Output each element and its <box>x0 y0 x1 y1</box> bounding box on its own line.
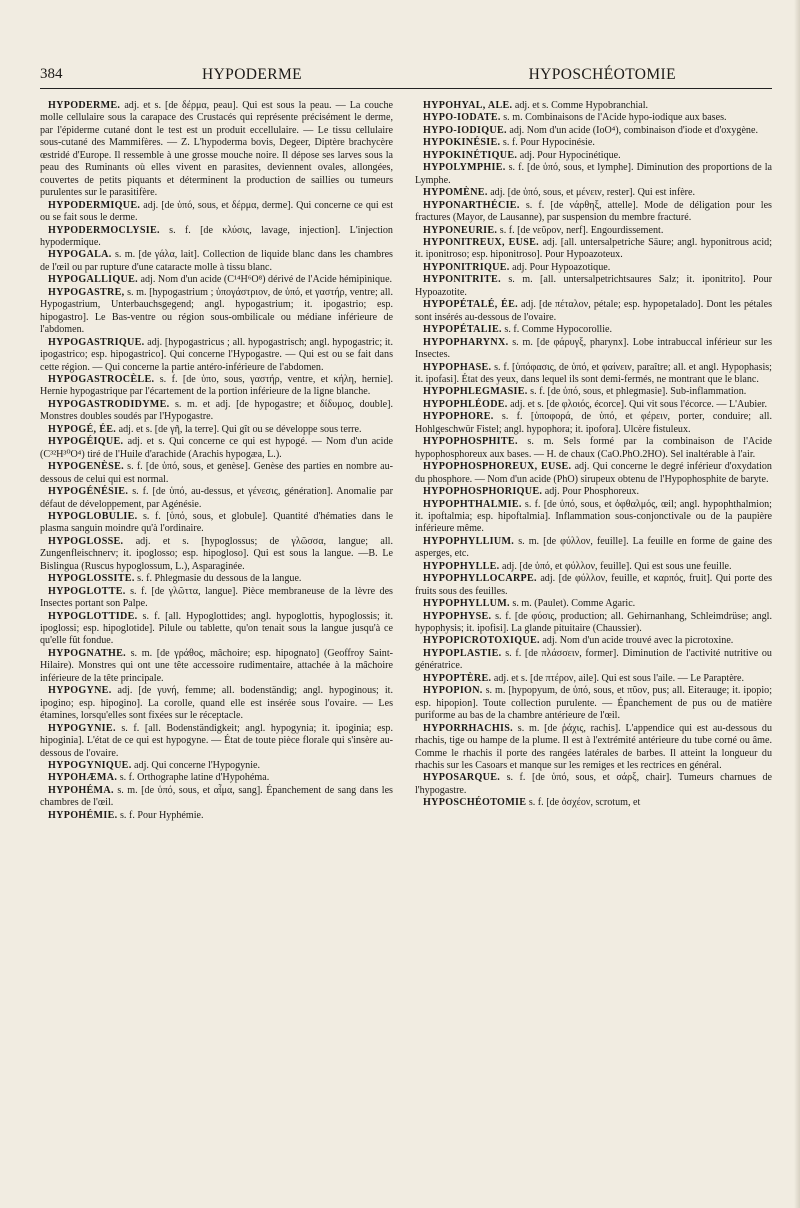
entry-definition: s. f. [de νεῦρον, nerf]. Engourdissement. <box>499 224 664 236</box>
entry-headword: HYPOPHYLLE. <box>423 560 500 572</box>
entry-definition: adj. [de ὑπό, sous, et δέρμα, derme]. Qui concerne ce qui est ou se fait sous le derme. <box>40 199 393 224</box>
entry-definition: s. m. [de φύλλον, feuille]. La feuille en forme de gaine des asperges, etc. <box>415 535 772 560</box>
entry-headword: HYPODERME. <box>48 100 121 111</box>
entry-definition: s. f. [ὑπόφασις, de ὑπό, et φαίνειν, paraître; all. et angl. Hypophasis; it. ipofasi]. État des yeux, dans lequel ils sont demi-fermés, ne montrant que le blanc. <box>415 361 772 385</box>
entry-definition: adj. [de ὑπό, sous, et μένειν, rester]. Qui est infère. <box>490 187 696 199</box>
entry-headword: HYPOGLOBULIE. <box>48 510 138 522</box>
entry-headword: HYPOPHLEGMASIE. <box>423 386 528 398</box>
entry-definition: s. m. [de γράθος, mâchoire; esp. hipognato] (Geoffroy Saint-Hilaire). Monstres qui ont une tête accessoire rudimentaire, attachée à la mâchoire inférieure de la tête principale. <box>40 647 393 684</box>
dictionary-entry <box>415 162 772 187</box>
entry-definition: s. f. [de γλῶττα, langue]. Pièce membraneuse de la lèvre des Insectes portant son Palpe. <box>40 585 393 610</box>
dictionary-entry <box>415 362 772 387</box>
dictionary-entry <box>40 200 393 225</box>
dictionary-entry <box>415 611 772 636</box>
dictionary-entry <box>415 150 772 162</box>
entry-headword: HYPOGYNIQUE. <box>48 760 132 772</box>
dictionary-entry <box>415 635 772 647</box>
entry-headword: HYPOGLOTTIDE. <box>48 610 138 622</box>
entry-headword: HYPOGYNIE. <box>48 722 116 734</box>
entry-definition: adj. [de φύλλον, feuille, et καρπός, fruit]. Qui porte des fruits sous des feuilles. <box>415 573 772 597</box>
dictionary-entry <box>40 723 393 760</box>
left-column <box>40 100 393 1195</box>
entry-headword: HYPOPHLÉODE. <box>423 398 508 410</box>
entry-headword: HYPOGASTROCÈLE. <box>48 373 155 385</box>
dictionary-entry <box>415 486 772 498</box>
entry-definition: s. m. [hypopyum, de ὑπό, sous, et πῦον, pus; all. Eiterauge; it. ipopio; esp. hipopion]. Toute collection purulente. — Épanchement de pus ou de matière puriforme au bas de la chambre antérieure de l'œil. <box>415 685 772 722</box>
dictionary-entry <box>415 225 772 237</box>
entry-headword: HYPOGLOSSITE. <box>48 573 135 585</box>
dictionary-entry <box>415 436 772 461</box>
entry-headword: HYPOPHTHALMIE. <box>423 498 522 510</box>
entry-headword: HYPOGLOTTE. <box>48 585 126 597</box>
entry-headword: HYPOPHOSPHOREUX, EUSE. <box>423 461 572 473</box>
dictionary-entry <box>415 461 772 486</box>
dictionary-entry <box>40 461 393 486</box>
entry-definition: adj. et s. [hypoglossus; de γλῶσσα, langue; all. Zungenfleischnerv; it. ipoglosso; esp. hipogloso]. Qui est sous la langue. —B. Le Bislingua (Ruscus hypoglossum, L.), Asparaginée. <box>40 535 393 572</box>
entry-headword: HYPOPICROTOXIQUE. <box>423 635 540 647</box>
entry-headword: HYPOGÉIQUE. <box>48 436 124 448</box>
entry-definition: adj. [all. untersalpetriche Säure; angl. hyponitrous acid; it. iponitroso; esp. hiponitroso]. Pour Hypoazoteux. <box>415 236 772 261</box>
dictionary-entry <box>415 499 772 536</box>
entry-definition: s. f. [de ὑπό, au-dessus, et γένεσις, génération]. Anomalie par défaut de développement, par Agénésie. <box>40 486 393 510</box>
entry-headword: HYPOPHYLLUM. <box>423 598 510 610</box>
entry-definition: adj. [de ὑπό, et φύλλον, feuille]. Qui est sous une feuille. <box>502 560 732 572</box>
entry-headword: HYPOGASTRE, <box>48 286 125 298</box>
dictionary-entry <box>415 100 772 112</box>
dictionary-entry <box>415 337 772 362</box>
entry-definition: s. m. (Paulet). Comme Agaric. <box>512 598 636 610</box>
entry-definition: s. f. Pour Hyphémie. <box>119 809 204 821</box>
left-guide-word: HYPODERME <box>202 66 303 83</box>
entry-definition: s. m. [de φάρυγξ, pharynx]. Lobe intrabuccal inférieur sur les Insectes. <box>415 336 772 361</box>
entry-headword: HYPOKINÉSIE. <box>423 137 501 149</box>
dictionary-entry <box>40 436 393 461</box>
entry-definition: adj. Nom d'un acide (IoO⁴), combinaison d'iode et d'oxygène. <box>509 124 758 136</box>
dictionary-entry <box>415 262 772 274</box>
entry-headword: HYPONITRIQUE. <box>423 261 510 273</box>
entry-headword: HYPOPHOSPHITE. <box>423 436 518 448</box>
entry-headword: HYPOGÉ, ÉE. <box>48 423 117 435</box>
entry-headword: HYPOGENÈSE. <box>48 461 124 473</box>
dictionary-entry <box>415 411 772 436</box>
entry-headword: HYPOKINÉTIQUE. <box>423 149 518 161</box>
entry-definition: adj. Pour Phosphoreux. <box>544 486 639 498</box>
entry-definition: s. f. Comme Hypocorollie. <box>504 324 613 336</box>
dictionary-entry <box>415 386 772 398</box>
entry-definition: adj. Nom d'un acide (C¹⁴H⁶O⁸) dérivé de l'Acide hémipinique. <box>140 274 393 286</box>
entry-definition: adj. et s. Comme Hypobranchial. <box>514 100 649 111</box>
entry-definition: s. m. [de γάλα, lait]. Collection de liquide blanc dans les chambres de l'œil ou par rupture d'une cataracte molle à tissu blanc. <box>40 249 393 273</box>
entry-definition: s. f. [de ὑπό, sous, et ὀφθαλμός, œil; angl. hypophthalmion; it. ipoftalmia; esp. hipoftalmia]. Inflammation sous-conjonctivale ou de la paupière inférieure même. <box>415 498 772 535</box>
entry-headword: HYPOPHASE. <box>423 361 492 373</box>
entry-headword: HYPOGASTRIQUE. <box>48 336 145 348</box>
dictionary-entry <box>415 648 772 673</box>
entry-definition: s. f. Orthographe latine d'Hypohéma. <box>119 772 270 784</box>
entry-headword: HYPOSARQUE. <box>423 772 501 784</box>
entry-definition: s. f. [de ὑπό, sous, et lymphe]. Diminution des proportions de la Lymphe. <box>415 162 772 186</box>
dictionary-entry <box>415 723 772 773</box>
dictionary-entry <box>40 337 393 374</box>
entry-definition: s. f. [de ὀσχέον, scrotum, et <box>528 797 641 809</box>
entry-headword: HYPODERMIQUE. <box>48 199 141 211</box>
entry-definition: s. f. Pour Hypocinésie. <box>502 137 595 149</box>
entry-definition: s. f. [de ὑπό, sous, et σάρξ, chair]. Tumeurs charnues de l'hypogastre. <box>415 772 772 796</box>
entry-definition: s. m. Combinaisons de l'Acide hypo-iodique aux bases. <box>503 112 727 124</box>
entry-headword: HYPOPHORE. <box>423 411 494 423</box>
entry-headword: HYPOSCHÉOTOMIE <box>423 797 527 809</box>
entry-headword: HYPONITRITE. <box>423 274 501 286</box>
entry-definition: s. f. [de ὑπό, sous, et phlegmasie]. Sub-inflammation. <box>530 386 747 398</box>
entry-headword: HYPOPHARYNX. <box>423 336 509 348</box>
entry-definition: adj. Pour Hypoazotique. <box>512 261 611 273</box>
dictionary-entry <box>415 399 772 411</box>
entry-definition: adj. Nom d'un acide trouvé avec la picrotoxine. <box>542 635 734 647</box>
entry-headword: HYPOPHYLLOCARPE. <box>423 573 537 585</box>
entry-definition: s. f. [all. Bodenständigkeit; angl. hypogynia; it. ipoginia; esp. hipoginia]. L'état de ce qui est hypogyne. — État de toute pièce florale qui s'insère au-dessous de l'ovaire. <box>40 722 393 759</box>
entry-headword: HYPOGÉNÉSIE. <box>48 486 129 498</box>
dictionary-entry <box>40 374 393 399</box>
entry-headword: HYPOGALA. <box>48 249 112 261</box>
running-head <box>40 62 772 89</box>
entry-definition: s. f. [de νάρθηξ, attelle]. Mode de déligation pour les fractures (Mayor, de Lausanne), par suspension du membre fracturé. <box>415 199 772 224</box>
entry-headword: HYPOHÉMA. <box>48 784 114 796</box>
entry-headword: HYPOPHYSE. <box>423 610 492 622</box>
page-number: 384 <box>40 66 63 82</box>
entry-headword: HYPO-IODATE. <box>423 112 501 124</box>
page-edge-shadow <box>794 0 800 1208</box>
entry-definition: s. f. [all. Hypoglottides; angl. hypoglottis, hypoglossis; it. ipoglossi; esp. hipoglotide]. Pilule ou tablette, qu'on tenait sous la langue jusqu'à ce qu'elle fût fondue. <box>40 610 393 647</box>
entry-definition: adj. [de γυνή, femme; all. bodenständig; angl. hypoginous; it. ipogino; esp. hipogino]. La corolle, quand elle est insérée sous l'ovaire. — Les étamines, lorsqu'elles sont fixées sur le réceptacle. <box>40 685 393 722</box>
entry-definition: s. f. [ὑπό, sous, et globule]. Quantité d'hématies dans le plasma sanguin moindre qu'à l'ordinaire. <box>40 510 393 535</box>
dictionary-entry <box>40 424 393 436</box>
dictionary-entry <box>40 785 393 810</box>
entry-headword: HYPOMÈNE. <box>423 187 488 199</box>
right-guide-word: HYPOSCHÉOTOMIE <box>528 66 676 83</box>
entry-headword: HYPOPÉTALIE. <box>423 324 502 336</box>
dictionary-entry <box>40 225 393 250</box>
dictionary-entry <box>415 573 772 598</box>
entry-definition: adj. et s. Qui concerne ce qui est hypogé. — Nom d'un acide (C³²H³⁰O⁴) tiré de l'Huile d'arachide (Arachis hypogæa, L.). <box>40 436 393 460</box>
entry-definition: s. m. et adj. [de hypogastre; et δίδυμος, double]. Monstres doubles soudés par l'Hypogastre. <box>40 398 393 423</box>
entry-definition: adj. Pour Hypocinétique. <box>519 149 621 161</box>
entry-definition: s. m. Sels formé par la combinaison de l'Acide hypophosphoreux aux bases. — H. de chaux (CaO.PhO.2HO). Sel inaltérable à l'air. <box>415 436 772 460</box>
dictionary-entry <box>40 611 393 648</box>
entry-headword: HYPOGASTRODIDYME. <box>48 398 170 410</box>
dictionary-entry <box>40 536 393 573</box>
entry-headword: HYPOPTÈRE. <box>423 672 492 684</box>
dictionary-entry <box>40 511 393 536</box>
dictionary-entry <box>40 100 393 200</box>
entry-headword: HYPOPHYLLIUM. <box>423 535 515 547</box>
entry-headword: HYPOGLOSSE. <box>48 535 124 547</box>
entry-definition: adj. et s. [de δέρμα, peau]. Qui est sous la peau. — La couche molle cellulaire sous la carapace des Crustacés qui représente précisément le derme, par l'épiderme cutané dont le test est un produit eccellulaire. — Le tissu cellulaire sous-cutané des Mammifères. — Z. L'hypoderma bovis, Degeer, Diptère brachycère œstridé d'Europe. Il ressemble à une grosse mouche noire. Il dépose ses larves sous la peau des Ruminants où elles vivent en parasites, deviennent ovales, allongées, couvertes de petits piquants et déterminent la production de saillies ou tumeurs purulentes sur le parasitifère. <box>40 100 393 199</box>
entry-definition: s. f. [ὑποφορά, de ὑπό, et φέρειν, porter, conduire; all. Hohlgeschwür Fistel; angl. hypophora; it. ipofora]. Ulcère fistuleux. <box>415 411 772 435</box>
entry-headword: HYPOLYMPHIE. <box>423 162 506 174</box>
dictionary-entry <box>415 673 772 685</box>
dictionary-entry <box>415 112 772 124</box>
entry-headword: HYPOPHOSPHORIQUE. <box>423 486 543 498</box>
entry-definition: adj. Qui concerne le degré inférieur d'oxydation du phosphore. — Nom d'un acide (PhO) sirupeux obtenu de l'Hypophosphite de baryte. <box>415 461 772 485</box>
entry-headword: HYPOGALLIQUE. <box>48 274 138 286</box>
entry-headword: HYPOHÆMA. <box>48 772 118 784</box>
text-columns <box>40 100 772 1195</box>
entry-headword: HYPODERMOCLYSIE. <box>48 224 160 236</box>
dictionary-entry <box>40 249 393 274</box>
dictionary-entry <box>40 399 393 424</box>
dictionary-entry <box>40 586 393 611</box>
dictionary-entry <box>40 287 393 337</box>
dictionary-entry <box>40 648 393 685</box>
dictionary-entry <box>40 810 393 822</box>
entry-definition: s. f. Phlegmasie du dessous de la langue. <box>137 573 302 585</box>
entry-definition: s. m. [de ὑπό, sous, et αἷμα, sang]. Épanchement de sang dans les chambres de l'œil. <box>40 784 393 809</box>
entry-definition: s. f. [de ὑπό, sous, et genèse]. Genèse des parties en nombre au-dessous de celui qui est normal. <box>40 461 393 485</box>
entry-headword: HYPOGNATHE. <box>48 647 126 659</box>
dictionary-entry <box>415 797 772 809</box>
entry-definition: adj. et s. [de πτέρον, aile]. Qui est sous l'aile. — Le Paraptère. <box>493 672 745 684</box>
entry-headword: HYPOPÉTALÉ, ÉE. <box>423 299 518 311</box>
dictionary-entry <box>415 137 772 149</box>
dictionary-entry <box>415 200 772 225</box>
entry-headword: HYPOPLASTIE. <box>423 647 502 659</box>
dictionary-entry <box>40 573 393 585</box>
dictionary-entry <box>40 760 393 772</box>
entry-definition: s. m. [hypogastrium ; ὑπογάστριον, de ὑπό, et γαστήρ, ventre; all. Hypogastrium, Unterbauchsgegend; angl. hypogastrium; it. ipogastrio; esp. hipogastro]. Le Bas-ventre ou région sous-ombilicale ou médiane inférieure de l'abdomen. <box>40 286 393 336</box>
right-column <box>415 100 772 1195</box>
entry-definition: s. f. [de κλύσις, lavage, injection]. L'injection hypodermique. <box>40 224 393 248</box>
dictionary-entry <box>415 125 772 137</box>
dictionary-entry <box>415 187 772 199</box>
entry-definition: s. f. [de ὑπο, sous, γαστήρ, ventre, et κήλη, hernie]. Hernie hypogastrique par l'écartement de la portion inférieure de la ligne blanche. <box>40 373 393 398</box>
dictionary-entry <box>415 274 772 299</box>
entry-headword: HYPO-IODIQUE. <box>423 124 507 136</box>
dictionary-entry <box>40 274 393 286</box>
entry-headword: HYPONEURIE. <box>423 224 498 236</box>
entry-definition: adj. et s. [de γῆ, la terre]. Qui gît ou se développe sous terre. <box>118 423 362 435</box>
dictionary-entry <box>415 772 772 797</box>
dictionary-entry <box>40 486 393 511</box>
entry-definition: adj. Qui concerne l'Hypogynie. <box>134 760 261 772</box>
entry-headword: HYPOHÉMIE. <box>48 809 118 821</box>
entry-headword: HYPOHYAL, ALE. <box>423 100 513 111</box>
entry-headword: HYPONARTHÉCIE. <box>423 199 520 211</box>
entry-headword: HYPOGYNE. <box>48 685 112 697</box>
dictionary-entry <box>415 299 772 324</box>
entry-definition: s. m. [de ῥάχις, rachis]. L'appendice qui est au-dessous du rhachis, tige ou hampe de la plume. Il est à l'extrémité antérieure du tube corné ou âme. Comme le rhachis il porte des rangées latérales de barbes. Il atteint la longueur du rhachis sur les Casoars et manque sur les remiges et les rectrices en général. <box>415 722 772 772</box>
entry-headword: HYPONITREUX, EUSE. <box>423 236 539 248</box>
entry-definition: adj. [de πέταλον, pétale; esp. hypopetalado]. Dont les pétales sont insérés au-dessous de l'ovaire. <box>415 299 772 323</box>
dictionary-entry <box>415 237 772 262</box>
entry-definition: s. m. [all. untersalpetrichtsaures Salz; it. iponitrito]. Pour Hypoazotite. <box>415 274 772 298</box>
dictionary-entry <box>415 536 772 561</box>
entry-definition: s. f. [de πλάσσειν, former]. Diminution de l'activité nutritive ou génératrice. <box>415 647 772 672</box>
entry-definition: s. f. [de φύσις, production; all. Gehirnanhang, Schleimdrüse; angl. hypophysis; it. ipofisi]. La glande pituitaire (Chaussier). <box>415 610 772 635</box>
dictionary-entry <box>40 685 393 722</box>
entry-definition: adj. et s. [de φλοιός, écorce]. Qui vit sous l'écorce. — L'Aubier. <box>510 398 767 410</box>
entry-definition: adj. [hypogastricus ; all. hypogastrisch; angl. hypogastric; it. ipogastrico; esp. hipogastrico]. Qui concerne l'Hypogastre. — Qui est ou se fait dans cette région. — Qui concerne la partie antéro-inférieure de l'abdomen. <box>40 336 393 373</box>
entry-headword: HYPORRHACHIS. <box>423 722 513 734</box>
dictionary-entry <box>415 324 772 336</box>
dictionary-entry <box>415 598 772 610</box>
entry-headword: HYPOPION. <box>423 685 483 697</box>
dictionary-entry <box>415 685 772 722</box>
dictionary-entry <box>40 772 393 784</box>
dictionary-entry <box>415 561 772 573</box>
